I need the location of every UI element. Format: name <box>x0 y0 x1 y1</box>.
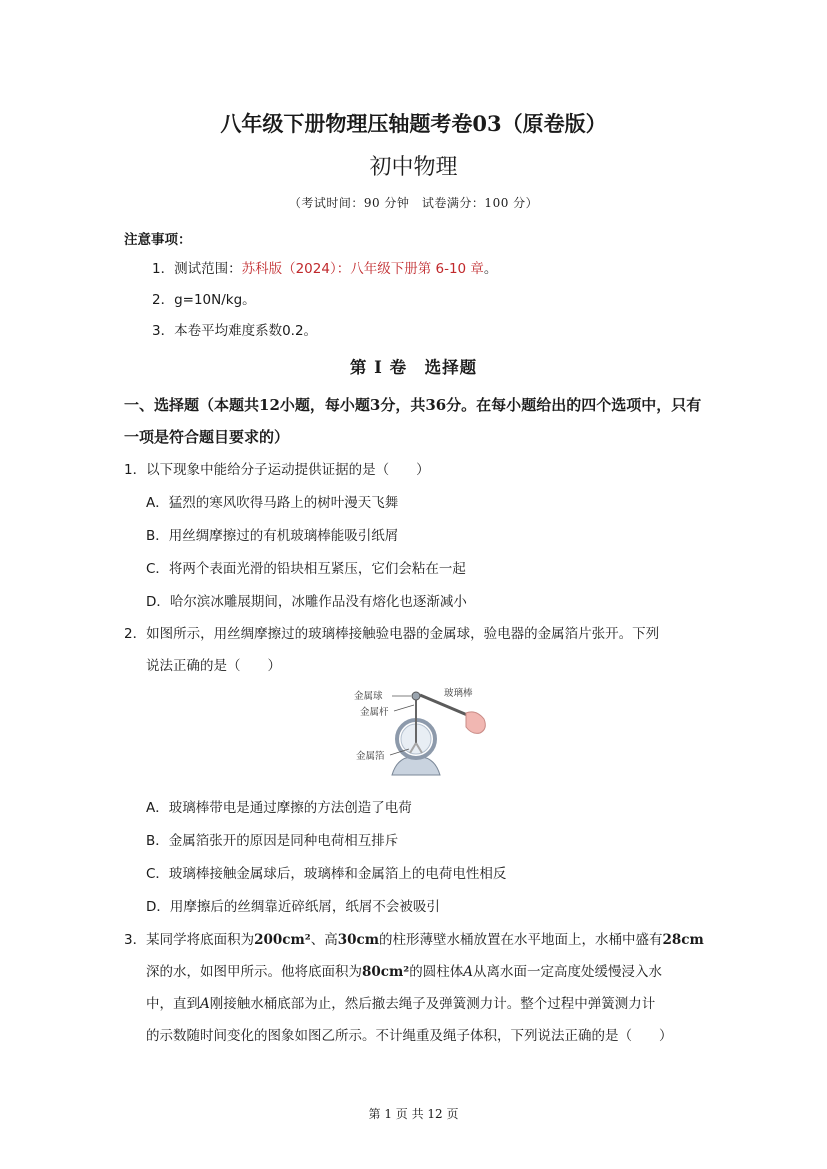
notice-item-scope-range: 苏科版（2024）：八年级下册第 6-10 章 <box>241 261 484 277</box>
q3-text: 刚接触水桶底部为止，然后撤去绳子及弹簧测力计。整个过程中弹簧测力计 <box>209 996 656 1012</box>
page-footer: 第 1 页 共 12 页 <box>368 1107 459 1121</box>
question-1-option-c: C．将两个表面光滑的铅块相互紧压，它们会粘在一起 <box>146 561 466 577</box>
question-2-option-a: A．玻璃棒带电是通过摩擦的方法创造了电荷 <box>146 800 412 816</box>
q3-text: 的圆柱体 <box>409 964 464 980</box>
question-3-line3 <box>146 992 655 1012</box>
q3-text: 深的水，如图甲所示。他将底面积为 <box>146 964 362 980</box>
question-3-line2 <box>146 960 662 980</box>
question-1-option-a: A．猛烈的寒风吹得马路上的树叶漫天飞舞 <box>146 495 399 511</box>
q3-cylinder-symbol: A <box>200 996 210 1012</box>
question-1-option-d: D．哈尔滨冰雕展期间，冰雕作品没有熔化也逐渐减小 <box>146 594 467 610</box>
q3-cylinder-area-value: 80cm² <box>362 964 410 980</box>
electroscope-metal-ball <box>412 692 420 700</box>
exam-info: （考试时间：90 分钟 试卷满分：100 分） <box>288 196 539 210</box>
notice-item-gravity: 2．g=10N/kg。 <box>152 292 256 308</box>
question-2-option-c: C．玻璃棒接触金属球后，玻璃棒和金属箔上的电荷电性相反 <box>146 866 507 882</box>
label-metal-stem: 金属杆 <box>360 707 389 718</box>
label-glass-rod: 玻璃棒 <box>444 688 473 699</box>
q3-text: 从离水面一定高度处缓慢浸入水 <box>472 964 662 980</box>
q3-text: 3．某同学将底面积为 <box>124 932 255 948</box>
q3-height-value: 30cm <box>337 932 379 948</box>
question-2-option-d: D．用摩擦后的丝绸靠近碎纸屑，纸屑不会被吸引 <box>146 899 440 915</box>
q3-depth-value: 28cm <box>662 932 704 948</box>
question-2-stem-line2: 说法正确的是（ ） <box>146 658 281 674</box>
q3-area-value: 200cm² <box>254 932 311 948</box>
question-1-stem: 1．以下现象中能给分子运动提供证据的是（ ） <box>124 462 430 478</box>
part-heading-line2: 一项是符合题目要求的） <box>124 428 290 446</box>
part-heading-line1: 一、选择题（本题共12小题，每小题3分，共36分。在每小题给出的四个选项中，只有 <box>124 396 702 414</box>
label-metal-ball: 金属球 <box>354 691 383 702</box>
notice-item-scope <box>152 257 497 277</box>
q3-text: 中，直到 <box>146 996 200 1012</box>
question-2-stem-line1: 2．如图所示，用丝绸摩擦过的玻璃棒接触验电器的金属球，验电器的金属箔片张开。下列 <box>124 626 660 642</box>
q3-cylinder-symbol: A <box>463 964 473 980</box>
question-1-option-b: B．用丝绸摩擦过的有机玻璃棒能吸引纸屑 <box>146 528 399 544</box>
document-subtitle: 初中物理 <box>369 155 458 180</box>
q3-text: 的柱形薄壁水桶放置在水平地面上，水桶中盛有 <box>379 932 663 948</box>
notice-item-difficulty: 3．本卷平均难度系数0.2。 <box>152 323 318 339</box>
question-2-option-b: B．金属箔张开的原因是同种电荷相互排斥 <box>146 833 399 849</box>
notice-item-scope-suffix: 。 <box>483 261 498 277</box>
question-3-line4: 的示数随时间变化的图象如图乙所示。不计绳重及绳子体积，下列说法正确的是（ ） <box>146 1028 673 1044</box>
document-title: 八年级下册物理压轴题考卷03（原卷版） <box>220 111 607 136</box>
q3-text: 、高 <box>310 932 338 948</box>
section-title: 第 I 卷 选择题 <box>349 358 478 377</box>
electroscope-figure <box>354 683 494 783</box>
question-3-line1 <box>124 928 704 948</box>
notice-heading: 注意事项： <box>124 232 192 248</box>
label-metal-foil: 金属箔 <box>356 751 385 762</box>
hand <box>466 712 485 734</box>
notice-item-scope-prefix: 1．测试范围： <box>152 261 242 277</box>
